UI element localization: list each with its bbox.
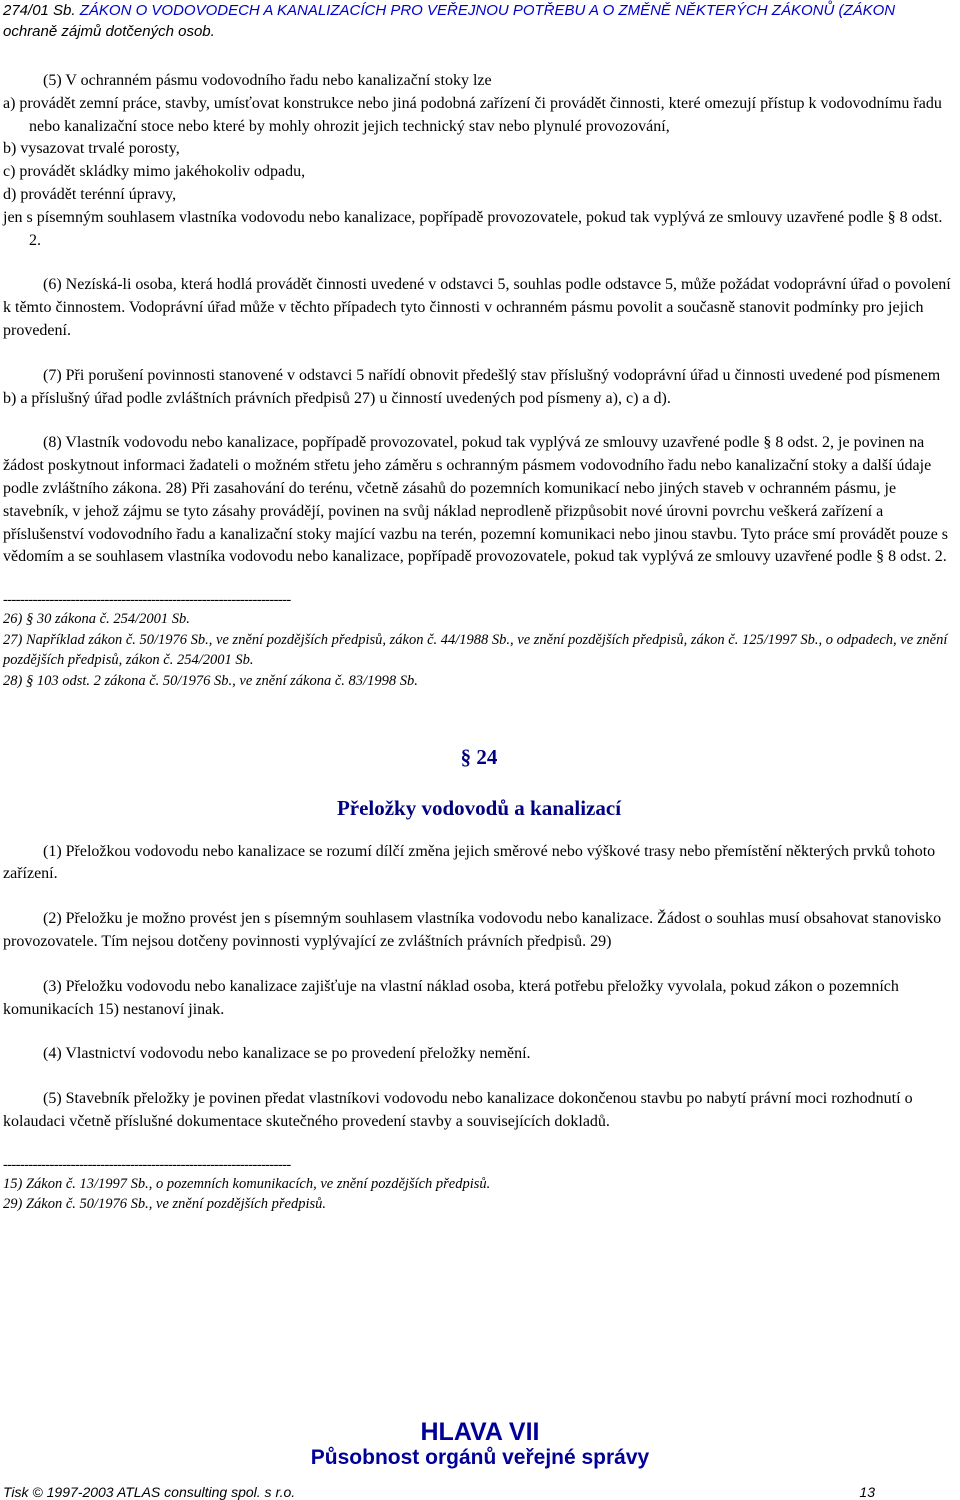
footnote-28: 28) § 103 odst. 2 zákona č. 50/1976 Sb., ve znění zákona č. 83/1998 Sb. xyxy=(3,672,418,689)
header-law-title-continued: ochraně zájmů dotčených osob. xyxy=(3,23,215,40)
paragraph-7: (7) Při porušení povinnosti stanovené v odstavci 5 nařídí obnovit předešlý stav příslušný vodoprávní úřad u činnosti uvedené pod písmenem b) a příslušný úřad podle zvláštních právních předpisů 27) u činností uvedených pod písmeny a), c) a d). xyxy=(3,366,941,407)
section24-paragraph-3: (3) Přeložku vodovodu nebo kanalizace zajišťuje na vlastní náklad osoba, která potřebu přeložky vyvolala, pokud zákon o pozemních komunikacích 15) nestanoví jinak. xyxy=(3,977,899,1018)
section5-intro: (5) V ochranném pásmu vodovodního řadu nebo kanalizační stoky lze xyxy=(43,72,492,89)
section5-item-b: b) vysazovat trvalé porosty, xyxy=(3,140,180,158)
section5-item-c: c) provádět skládky mimo jakéhokoliv odpadu, xyxy=(3,163,306,181)
section-title: Přeložky vodovodů a kanalizací xyxy=(336,795,622,820)
chapter-heading xyxy=(0,1418,960,1470)
section24-paragraph-2: (2) Přeložku je možno provést jen s písemným souhlasem vlastníka vodovodu nebo kanalizace. Žádost o souhlas musí obsahovat stanovisko provozovatele. Tím nejsou dotčeny povinnosti vyplývající ze zvláštních právních předpisů. 29) xyxy=(3,910,942,950)
footnote-29: 29) Zákon č. 50/1976 Sb., ve znění pozdějších předpisů. xyxy=(3,1196,326,1213)
section24-paragraph-1: (1) Přeložkou vodovodu nebo kanalizace se rozumí dílčí změna jejich směrové nebo výškové trasy nebo přemístění některých prvků tohoto zařízení. xyxy=(3,842,936,883)
footnote-separator: -------------------------------------------------------------------- xyxy=(3,592,291,609)
section24-paragraph-5: (5) Stavebník přeložky je povinen předat vlastníkovi vodovodu nebo kanalizace dokončenou stavbu po nabytí právní moci rozhodnutí o kolaudaci včetně příslušné dokumentace skutečného provedení stavby a souvisejících dokladů. xyxy=(3,1090,913,1130)
page-number: 13 xyxy=(859,1484,875,1500)
section24-paragraph-4: (4) Vlastnictví vodovodu nebo kanalizace se po provedení přeložky nemění. xyxy=(43,1045,531,1063)
running-header xyxy=(3,0,955,42)
footnote-15: 15) Zákon č. 13/1997 Sb., o pozemních komunikacích, ve znění pozdějších předpisů. xyxy=(3,1175,491,1192)
document-body xyxy=(3,70,955,1215)
header-prefix: 274/01 Sb. xyxy=(3,2,80,19)
section5-closing: jen s písemným souhlasem vlastníka vodovodu nebo kanalizace, popřípadě provozovatele, pokud tak vyplývá ze smlouvy uzavřené podle § 8 odst. 2. xyxy=(3,208,943,249)
page-footer xyxy=(3,1484,955,1500)
footnote-separator-2: -------------------------------------------------------------------- xyxy=(3,1156,291,1173)
section5-item-d: d) provádět terénní úpravy, xyxy=(3,185,177,203)
footnote-26: 26) § 30 zákona č. 254/2001 Sb. xyxy=(3,611,190,628)
footnote-27: 27) Například zákon č. 50/1976 Sb., ve znění pozdějších předpisů, zákon č. 44/1988 Sb., ve znění pozdějších předpisů, zákon č. 125/1997 Sb., o odpadech, ve znění pozdějších předpisů, zákon č. 254/2001 Sb. xyxy=(3,631,948,669)
section5-item-a: a) provádět zemní práce, stavby, umísťovat konstrukce nebo jiná podobná zařízení či provádět činnosti, které omezují přístup k vodovodnímu řadu nebo kanalizační stoce nebo které by mohly ohrozit jejich technický stav nebo plynulé provozování, xyxy=(3,94,942,135)
paragraph-6: (6) Nezíská-li osoba, která hodlá provádět činnosti uvedené v odstavci 5, souhlas podle odstavce 5, může požádat vodoprávní úřad o povolení k těmto činnostem. Vodoprávní úřad může v těchto případech tyto činnosti v ochranném pásmu povolit a současně stanovit podmínky pro jejich provedení. xyxy=(3,276,951,339)
chapter-number: HLAVA VII xyxy=(420,1418,540,1446)
section-number: § 24 xyxy=(460,744,498,769)
header-law-title: ZÁKON O VODOVODECH A KANALIZACÍCH PRO VEŘEJNOU POTŘEBU A O ZMĚNĚ NĚKTERÝCH ZÁKONŮ (ZÁKON xyxy=(79,2,896,19)
chapter-title: Působnost orgánů veřejné správy xyxy=(310,1446,650,1469)
footer-copyright: Tisk © 1997-2003 ATLAS consulting spol. s r.o. xyxy=(3,1484,296,1500)
paragraph-8: (8) Vlastník vodovodu nebo kanalizace, popřípadě provozovatel, pokud tak vyplývá ze smlouvy uzavřené podle § 8 odst. 2, je povinen na žádost poskytnout informaci žadateli o možném střetu jeho záměru s ochranným pásmem vodovodního řadu nebo kanalizační stoky a další údaje podle zvláštního zákona. 28) Při zasahování do terénu, včetně zásahů do pozemních komunikací nebo jiných staveb v ochranném pásmu, je stavebník, v jehož zájmu se tyto zásahy provádějí, povinen na svůj náklad neprodleně přizpůsobit nové úrovni povrchu veškerá zařízení a příslušenství vodovodního řadu a kanalizační stoky mající vazbu na terén, pozemní komunikaci nebo jinou stavbu. Tyto práce smí provádět pouze s vědomím a se souhlasem vlastníka vodovodu nebo kanalizace, popřípadě provozovatele, pokud tak vyplývá ze smlouvy uzavřené podle § 8 odst. 2. xyxy=(3,434,949,566)
